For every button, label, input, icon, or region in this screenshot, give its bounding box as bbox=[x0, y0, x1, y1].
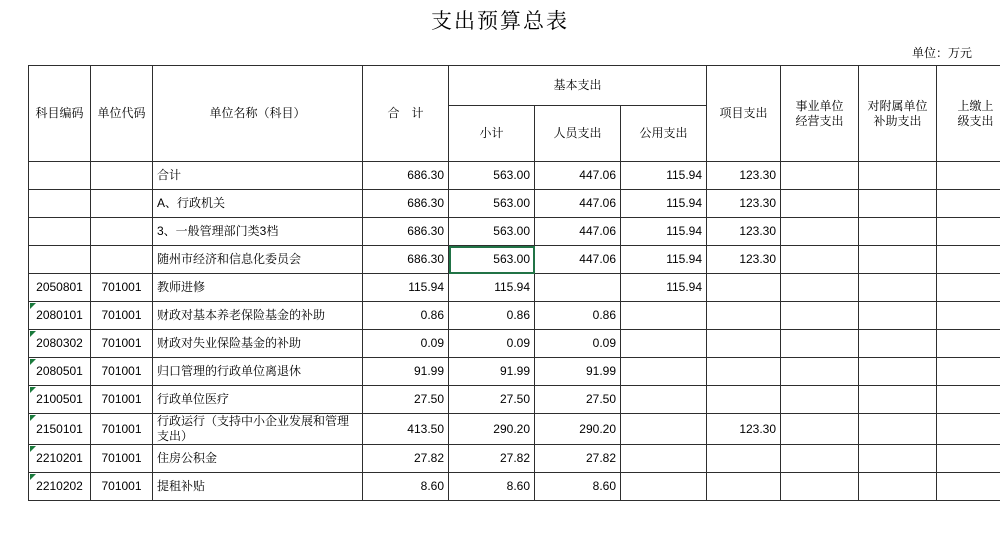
table-body bbox=[29, 162, 1000, 501]
cell-unit-name[interactable]: 财政对失业保险基金的补助 bbox=[153, 330, 363, 358]
header-total: 合 计 bbox=[363, 66, 449, 162]
cell-code[interactable]: 2210201 bbox=[29, 445, 91, 473]
cell-basic-public[interactable] bbox=[621, 358, 707, 386]
cell-basic-public[interactable] bbox=[621, 386, 707, 414]
cell-subsidy[interactable] bbox=[859, 358, 937, 386]
cell-upper[interactable] bbox=[937, 246, 1000, 274]
cell-basic-personnel[interactable]: 0.09 bbox=[535, 330, 621, 358]
cell-unit-name[interactable]: 随州市经济和信息化委员会 bbox=[153, 246, 363, 274]
table-header bbox=[29, 66, 1000, 162]
cell-basic-personnel[interactable]: 91.99 bbox=[535, 358, 621, 386]
cell-unit-code[interactable]: 701001 bbox=[91, 358, 153, 386]
header-business-expenditure bbox=[781, 66, 859, 162]
cell-unit-code[interactable]: 701001 bbox=[91, 330, 153, 358]
cell-unit-code[interactable] bbox=[91, 218, 153, 246]
cell-total[interactable]: 686.30 bbox=[363, 246, 449, 274]
cell-business[interactable] bbox=[781, 445, 859, 473]
table-row bbox=[29, 473, 1000, 501]
cell-total[interactable]: 686.30 bbox=[363, 162, 449, 190]
cell-total[interactable]: 0.86 bbox=[363, 302, 449, 330]
cell-basic-subtotal[interactable]: 0.86 bbox=[449, 302, 535, 330]
cell-basic-public[interactable]: 115.94 bbox=[621, 218, 707, 246]
cell-basic-personnel[interactable]: 447.06 bbox=[535, 246, 621, 274]
table-row bbox=[29, 190, 1000, 218]
cell-upper[interactable] bbox=[937, 445, 1000, 473]
cell-project[interactable]: 123.30 bbox=[707, 414, 781, 445]
cell-code[interactable] bbox=[29, 162, 91, 190]
cell-basic-subtotal[interactable]: 563.00 bbox=[449, 162, 535, 190]
cell-project[interactable] bbox=[707, 445, 781, 473]
cell-business[interactable] bbox=[781, 330, 859, 358]
cell-unit-name[interactable]: 归口管理的行政单位离退休 bbox=[153, 358, 363, 386]
cell-unit-name[interactable]: 合计 bbox=[153, 162, 363, 190]
cell-unit-name[interactable]: 提租补贴 bbox=[153, 473, 363, 501]
cell-subsidy[interactable] bbox=[859, 302, 937, 330]
cell-basic-personnel[interactable]: 447.06 bbox=[535, 162, 621, 190]
page-title: 支出预算总表 bbox=[0, 8, 1000, 36]
cell-subsidy[interactable] bbox=[859, 386, 937, 414]
cell-project[interactable] bbox=[707, 473, 781, 501]
header-basic-public: 公用支出 bbox=[621, 106, 707, 162]
cell-subsidy[interactable] bbox=[859, 445, 937, 473]
cell-basic-public[interactable] bbox=[621, 330, 707, 358]
cell-total[interactable]: 0.09 bbox=[363, 330, 449, 358]
cell-business[interactable] bbox=[781, 473, 859, 501]
cell-total[interactable]: 8.60 bbox=[363, 473, 449, 501]
cell-upper[interactable] bbox=[937, 386, 1000, 414]
cell-basic-personnel[interactable]: 27.82 bbox=[535, 445, 621, 473]
cell-project[interactable] bbox=[707, 330, 781, 358]
cell-upper[interactable] bbox=[937, 414, 1000, 445]
table-row bbox=[29, 274, 1000, 302]
cell-business[interactable] bbox=[781, 414, 859, 445]
cell-upper[interactable] bbox=[937, 190, 1000, 218]
cell-business[interactable] bbox=[781, 386, 859, 414]
table-row bbox=[29, 218, 1000, 246]
cell-business[interactable] bbox=[781, 162, 859, 190]
cell-basic-subtotal[interactable]: 91.99 bbox=[449, 358, 535, 386]
cell-basic-public[interactable]: 115.94 bbox=[621, 274, 707, 302]
cell-unit-code[interactable]: 701001 bbox=[91, 386, 153, 414]
cell-code[interactable]: 2080302 bbox=[29, 330, 91, 358]
table-row bbox=[29, 386, 1000, 414]
cell-basic-personnel[interactable]: 8.60 bbox=[535, 473, 621, 501]
unit-note: 单位：万元 bbox=[0, 44, 972, 61]
cell-unit-code[interactable]: 701001 bbox=[91, 414, 153, 445]
cell-unit-code[interactable] bbox=[91, 246, 153, 274]
cell-unit-name[interactable]: 行政运行（支持中小企业发展和管理支出） bbox=[153, 414, 363, 445]
cell-unit-name[interactable]: 行政单位医疗 bbox=[153, 386, 363, 414]
cell-code[interactable]: 2080501 bbox=[29, 358, 91, 386]
header-upper-expenditure bbox=[937, 66, 1000, 162]
cell-basic-subtotal[interactable]: 115.94 bbox=[449, 274, 535, 302]
header-code: 科目编码 bbox=[29, 66, 91, 162]
cell-unit-code[interactable]: 701001 bbox=[91, 274, 153, 302]
cell-unit-name[interactable]: 住房公积金 bbox=[153, 445, 363, 473]
table-row bbox=[29, 330, 1000, 358]
cell-basic-public[interactable]: 115.94 bbox=[621, 190, 707, 218]
cell-code[interactable]: 2210202 bbox=[29, 473, 91, 501]
cell-basic-public[interactable] bbox=[621, 302, 707, 330]
cell-upper[interactable] bbox=[937, 218, 1000, 246]
cell-subsidy[interactable] bbox=[859, 190, 937, 218]
cell-project[interactable]: 123.30 bbox=[707, 190, 781, 218]
header-basic-expenditure: 基本支出 bbox=[449, 66, 707, 106]
cell-subsidy[interactable] bbox=[859, 473, 937, 501]
header-upper-line2: 级支出 bbox=[941, 114, 1000, 129]
header-subsidy-line2: 补助支出 bbox=[863, 114, 932, 129]
cell-subsidy[interactable] bbox=[859, 218, 937, 246]
cell-code[interactable] bbox=[29, 190, 91, 218]
cell-basic-personnel[interactable]: 27.50 bbox=[535, 386, 621, 414]
cell-upper[interactable] bbox=[937, 330, 1000, 358]
table-row bbox=[29, 302, 1000, 330]
header-subsidy-expenditure bbox=[859, 66, 937, 162]
cell-upper[interactable] bbox=[937, 473, 1000, 501]
cell-project[interactable] bbox=[707, 302, 781, 330]
cell-unit-code[interactable] bbox=[91, 162, 153, 190]
cell-code[interactable]: 2080101 bbox=[29, 302, 91, 330]
cell-total[interactable]: 91.99 bbox=[363, 358, 449, 386]
header-business-line1: 事业单位 bbox=[785, 99, 854, 114]
cell-total[interactable]: 686.30 bbox=[363, 190, 449, 218]
cell-basic-public[interactable] bbox=[621, 414, 707, 445]
header-subsidy-line1: 对附属单位 bbox=[863, 99, 932, 114]
cell-unit-name[interactable]: 3、一般管理部门类3档 bbox=[153, 218, 363, 246]
budget-table-container bbox=[28, 65, 972, 501]
cell-project[interactable] bbox=[707, 358, 781, 386]
cell-unit-name[interactable]: 财政对基本养老保险基金的补助 bbox=[153, 302, 363, 330]
cell-business[interactable] bbox=[781, 246, 859, 274]
cell-unit-code[interactable] bbox=[91, 190, 153, 218]
cell-basic-subtotal[interactable]: 563.00 bbox=[449, 190, 535, 218]
table-row bbox=[29, 414, 1000, 445]
cell-business[interactable] bbox=[781, 358, 859, 386]
cell-basic-public[interactable]: 115.94 bbox=[621, 162, 707, 190]
table-row bbox=[29, 246, 1000, 274]
cell-subsidy[interactable] bbox=[859, 330, 937, 358]
cell-subsidy[interactable] bbox=[859, 414, 937, 445]
cell-basic-subtotal[interactable]: 8.60 bbox=[449, 473, 535, 501]
cell-upper[interactable] bbox=[937, 302, 1000, 330]
table-row bbox=[29, 445, 1000, 473]
cell-basic-personnel[interactable]: 447.06 bbox=[535, 218, 621, 246]
cell-basic-subtotal[interactable]: 563.00 bbox=[449, 246, 535, 274]
header-unit-code: 单位代码 bbox=[91, 66, 153, 162]
cell-subsidy[interactable] bbox=[859, 246, 937, 274]
cell-project[interactable] bbox=[707, 386, 781, 414]
cell-unit-code[interactable]: 701001 bbox=[91, 302, 153, 330]
cell-basic-personnel[interactable]: 290.20 bbox=[535, 414, 621, 445]
cell-code[interactable]: 2150101 bbox=[29, 414, 91, 445]
cell-unit-code[interactable]: 701001 bbox=[91, 445, 153, 473]
cell-code[interactable] bbox=[29, 218, 91, 246]
cell-upper[interactable] bbox=[937, 274, 1000, 302]
expenditure-budget-table bbox=[28, 65, 1000, 501]
cell-code[interactable] bbox=[29, 246, 91, 274]
header-business-line2: 经营支出 bbox=[785, 114, 854, 129]
cell-total[interactable]: 27.50 bbox=[363, 386, 449, 414]
header-basic-subtotal: 小计 bbox=[449, 106, 535, 162]
cell-unit-name[interactable]: 教师进修 bbox=[153, 274, 363, 302]
cell-business[interactable] bbox=[781, 218, 859, 246]
cell-total[interactable]: 27.82 bbox=[363, 445, 449, 473]
cell-business[interactable] bbox=[781, 302, 859, 330]
cell-basic-subtotal[interactable]: 27.82 bbox=[449, 445, 535, 473]
cell-basic-subtotal[interactable]: 290.20 bbox=[449, 414, 535, 445]
cell-upper[interactable] bbox=[937, 358, 1000, 386]
table-row bbox=[29, 162, 1000, 190]
cell-basic-personnel[interactable] bbox=[535, 274, 621, 302]
cell-project[interactable]: 123.30 bbox=[707, 246, 781, 274]
cell-unit-name[interactable]: A、行政机关 bbox=[153, 190, 363, 218]
cell-project[interactable]: 123.30 bbox=[707, 218, 781, 246]
cell-basic-public[interactable] bbox=[621, 473, 707, 501]
cell-subsidy[interactable] bbox=[859, 274, 937, 302]
header-upper-line1: 上缴上 bbox=[941, 99, 1000, 114]
header-project-expenditure: 项目支出 bbox=[707, 66, 781, 162]
cell-basic-subtotal[interactable]: 563.00 bbox=[449, 218, 535, 246]
cell-basic-public[interactable] bbox=[621, 445, 707, 473]
cell-basic-subtotal[interactable]: 0.09 bbox=[449, 330, 535, 358]
header-row-1 bbox=[29, 66, 1000, 106]
cell-business[interactable] bbox=[781, 274, 859, 302]
header-basic-personnel: 人员支出 bbox=[535, 106, 621, 162]
cell-code[interactable]: 2050801 bbox=[29, 274, 91, 302]
header-unit-name: 单位名称（科目） bbox=[153, 66, 363, 162]
cell-total[interactable]: 413.50 bbox=[363, 414, 449, 445]
cell-code[interactable]: 2100501 bbox=[29, 386, 91, 414]
cell-subsidy[interactable] bbox=[859, 162, 937, 190]
cell-total[interactable]: 686.30 bbox=[363, 218, 449, 246]
cell-project[interactable] bbox=[707, 274, 781, 302]
cell-basic-personnel[interactable]: 447.06 bbox=[535, 190, 621, 218]
cell-total[interactable]: 115.94 bbox=[363, 274, 449, 302]
table-row bbox=[29, 358, 1000, 386]
cell-unit-code[interactable]: 701001 bbox=[91, 473, 153, 501]
cell-upper[interactable] bbox=[937, 162, 1000, 190]
cell-basic-public[interactable]: 115.94 bbox=[621, 246, 707, 274]
cell-project[interactable]: 123.30 bbox=[707, 162, 781, 190]
cell-basic-subtotal[interactable]: 27.50 bbox=[449, 386, 535, 414]
cell-business[interactable] bbox=[781, 190, 859, 218]
cell-basic-personnel[interactable]: 0.86 bbox=[535, 302, 621, 330]
